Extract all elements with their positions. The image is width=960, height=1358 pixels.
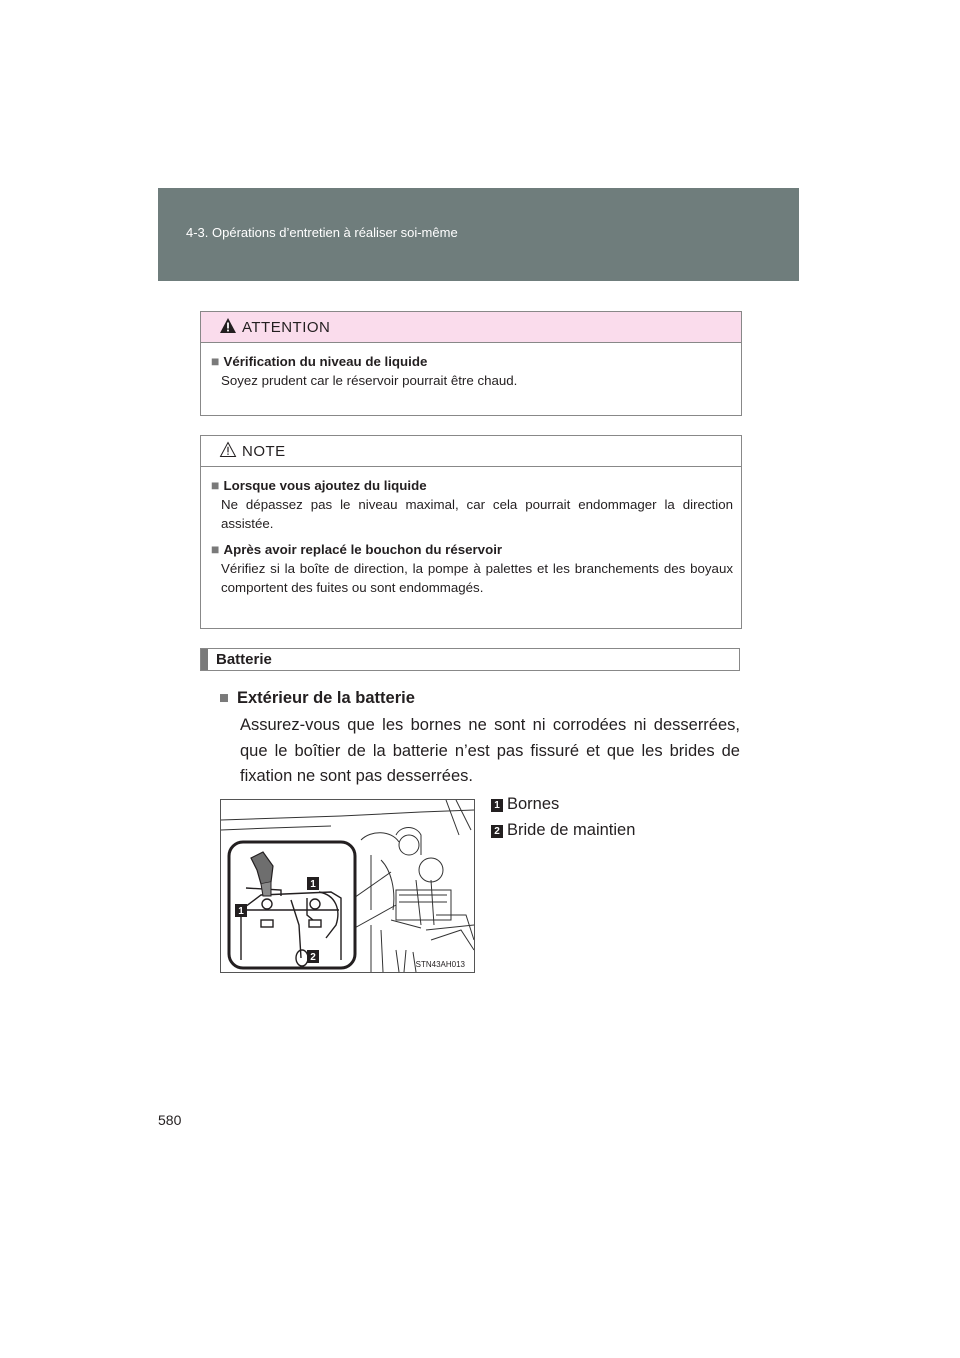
svg-text:1: 1 (310, 879, 316, 890)
callout-number-icon: 2 (491, 825, 503, 838)
svg-text:1: 1 (238, 906, 244, 917)
attention-item-title: ■ Vérification du niveau de liquide (211, 353, 428, 369)
callout-2 (307, 950, 319, 963)
warning-outline-icon (219, 441, 237, 459)
callout-1-left (235, 904, 247, 917)
square-bullet-icon: ■ (211, 353, 220, 369)
body-paragraph: Assurez-vous que les bornes ne sont ni corrodées ni desserrées, que le boîtier de la batterie n’est pas fissuré et que les brides de fixation ne sont pas desserrées. (240, 716, 740, 785)
chapter-title: 4-3. Opérations d’entretien à réaliser soi-même (186, 225, 458, 240)
square-bullet-icon: ■ (211, 541, 220, 557)
legend-item: 2 Bride de maintien (491, 821, 635, 840)
section-heading (200, 648, 740, 671)
section-title: Batterie (216, 651, 272, 668)
note-label: NOTE (242, 443, 286, 460)
note-item-title: ■ Après avoir replacé le bouchon du réservoir (211, 541, 503, 557)
svg-text:2: 2 (310, 952, 316, 963)
attention-label: ATTENTION (242, 319, 331, 336)
note-box (200, 435, 742, 629)
square-bullet-icon: ■ (211, 477, 220, 493)
chapter-header (158, 188, 799, 281)
figure-code: STN43AH013 (415, 960, 465, 969)
battery-illustration (220, 799, 475, 973)
attention-box (200, 311, 742, 416)
attention-header (201, 312, 741, 343)
callout-1-right (307, 877, 319, 890)
note-item-text: Ne dépassez pas le niveau maximal, car cela pourrait endommager la direction assistée. (221, 497, 733, 531)
section-accent (201, 649, 208, 670)
callout-number-icon: 1 (491, 799, 503, 812)
engine-bay-drawing (221, 800, 474, 972)
note-item-title: ■ Lorsque vous ajoutez du liquide (211, 477, 427, 493)
warning-filled-icon (219, 317, 237, 335)
note-header (201, 436, 741, 467)
square-bullet-icon: ■ (219, 689, 229, 707)
page-number: 580 (158, 1112, 182, 1128)
subsection-title: ■ Extérieur de la batterie (219, 689, 415, 707)
legend-item: 1 Bornes (491, 795, 559, 814)
attention-item-text: Soyez prudent car le réservoir pourrait être chaud. (221, 373, 518, 388)
note-item-text: Vérifiez si la boîte de direction, la pompe à palettes et les branchements des boyaux comportent des fuites ou sont endommagés. (221, 561, 733, 595)
